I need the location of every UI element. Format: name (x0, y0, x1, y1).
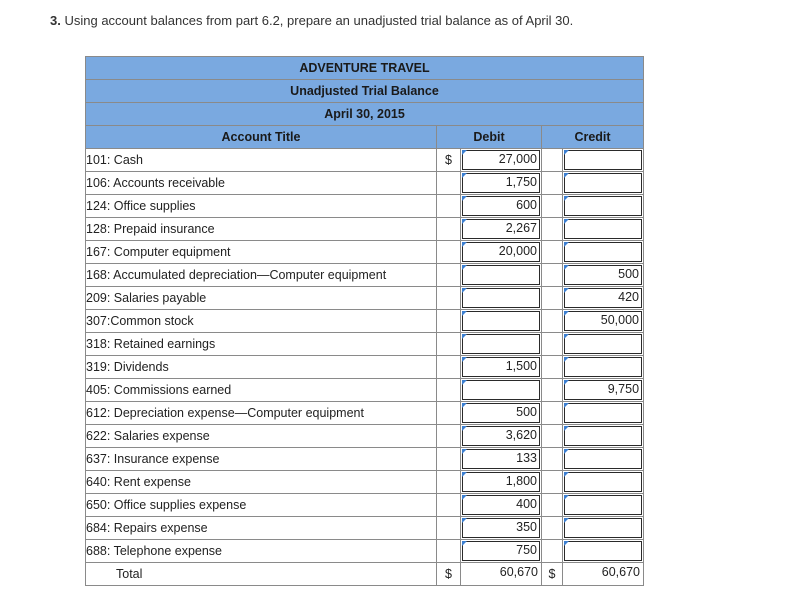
credit-input-cell[interactable] (563, 448, 644, 471)
debit-input[interactable]: 3,620 (462, 426, 540, 446)
debit-input[interactable]: 1,800 (462, 472, 540, 492)
answer-marker-icon (462, 311, 467, 316)
credit-dollar-sign (542, 471, 563, 494)
answer-marker-icon (462, 495, 467, 500)
debit-dollar-sign (437, 310, 461, 333)
credit-dollar-sign (542, 310, 563, 333)
credit-input[interactable] (564, 334, 642, 354)
question-text (50, 13, 573, 28)
answer-marker-icon (564, 265, 569, 270)
answer-marker-icon (462, 219, 467, 224)
credit-dollar-sign (542, 425, 563, 448)
debit-input[interactable] (462, 334, 540, 354)
answer-marker-icon (462, 357, 467, 362)
debit-dollar-sign (437, 195, 461, 218)
credit-input[interactable] (564, 403, 642, 423)
credit-input-cell[interactable] (563, 241, 644, 264)
debit-input-cell[interactable] (461, 494, 542, 517)
credit-dollar-sign (542, 333, 563, 356)
debit-input-cell[interactable] (461, 172, 542, 195)
debit-input[interactable]: 400 (462, 495, 540, 515)
table-row (86, 402, 644, 425)
table-row (86, 310, 644, 333)
answer-marker-icon (564, 219, 569, 224)
debit-input-cell[interactable] (461, 310, 542, 333)
credit-input[interactable] (564, 518, 642, 538)
table-row (86, 241, 644, 264)
answer-marker-icon (462, 380, 467, 385)
table-row (86, 264, 644, 287)
account-title: 318: Retained earnings (86, 333, 437, 356)
account-title: 612: Depreciation expense—Computer equipment (86, 402, 437, 425)
debit-dollar-sign (437, 241, 461, 264)
table-row (86, 287, 644, 310)
credit-dollar-sign (542, 356, 563, 379)
answer-marker-icon (564, 311, 569, 316)
credit-dollar-sign (542, 264, 563, 287)
debit-input-cell[interactable] (461, 287, 542, 310)
debit-input-cell[interactable] (461, 517, 542, 540)
debit-dollar-sign (437, 448, 461, 471)
debit-input-cell[interactable] (461, 402, 542, 425)
credit-input[interactable] (564, 449, 642, 469)
answer-marker-icon (564, 196, 569, 201)
table-row (86, 356, 644, 379)
debit-input-cell[interactable] (461, 149, 542, 172)
total-label: Total (86, 563, 437, 586)
debit-input-cell[interactable] (461, 448, 542, 471)
debit-input[interactable] (462, 265, 540, 285)
credit-dollar-sign (542, 172, 563, 195)
table-row (86, 425, 644, 448)
table-row (86, 517, 644, 540)
debit-input[interactable]: 1,500 (462, 357, 540, 377)
credit-input-cell[interactable] (563, 218, 644, 241)
table-row (86, 218, 644, 241)
answer-marker-icon (462, 196, 467, 201)
answer-marker-icon (462, 334, 467, 339)
account-title: 128: Prepaid insurance (86, 218, 437, 241)
debit-input-cell[interactable] (461, 425, 542, 448)
credit-dollar-sign (542, 402, 563, 425)
answer-marker-icon (564, 242, 569, 247)
credit-header: Credit (542, 126, 644, 149)
table-row (86, 379, 644, 402)
credit-input[interactable]: 9,750 (564, 380, 642, 400)
account-title: 124: Office supplies (86, 195, 437, 218)
debit-dollar-sign (437, 425, 461, 448)
debit-input-cell[interactable] (461, 379, 542, 402)
account-title: 622: Salaries expense (86, 425, 437, 448)
statement-title: Unadjusted Trial Balance (86, 80, 644, 103)
table-row (86, 471, 644, 494)
answer-marker-icon (462, 265, 467, 270)
credit-input[interactable] (564, 150, 642, 170)
answer-marker-icon (462, 173, 467, 178)
debit-dollar-sign (437, 218, 461, 241)
answer-marker-icon (564, 357, 569, 362)
account-title: 684: Repairs expense (86, 517, 437, 540)
debit-header: Debit (437, 126, 542, 149)
debit-input[interactable]: 750 (462, 541, 540, 561)
total-row (86, 563, 644, 586)
debit-input[interactable]: 600 (462, 196, 540, 216)
credit-input-cell[interactable] (563, 517, 644, 540)
account-title: 101: Cash (86, 149, 437, 172)
credit-input-cell[interactable] (563, 195, 644, 218)
account-title: 168: Accumulated depreciation—Computer equipment (86, 264, 437, 287)
debit-input[interactable] (462, 380, 540, 400)
credit-input-cell[interactable] (563, 540, 644, 563)
debit-input[interactable]: 133 (462, 449, 540, 469)
account-title: 167: Computer equipment (86, 241, 437, 264)
credit-input-cell[interactable] (563, 149, 644, 172)
debit-input-cell[interactable] (461, 333, 542, 356)
total-debit-dollar: $ (437, 563, 461, 586)
debit-dollar-sign: $ (437, 149, 461, 172)
account-title: 688: Telephone expense (86, 540, 437, 563)
account-title: 106: Accounts receivable (86, 172, 437, 195)
question-number: 3. (50, 13, 61, 28)
credit-dollar-sign (542, 241, 563, 264)
debit-input-cell[interactable] (461, 356, 542, 379)
question-body: Using account balances from part 6.2, prepare an unadjusted trial balance as of April 30. (64, 13, 574, 28)
answer-marker-icon (564, 334, 569, 339)
credit-input[interactable] (564, 196, 642, 216)
debit-input[interactable]: 1,750 (462, 173, 540, 193)
debit-input[interactable]: 500 (462, 403, 540, 423)
debit-input[interactable] (462, 288, 540, 308)
answer-marker-icon (462, 449, 467, 454)
account-title: 405: Commissions earned (86, 379, 437, 402)
debit-dollar-sign (437, 517, 461, 540)
credit-input-cell[interactable] (563, 287, 644, 310)
credit-input[interactable] (564, 357, 642, 377)
account-title: 650: Office supplies expense (86, 494, 437, 517)
credit-input[interactable] (564, 472, 642, 492)
answer-marker-icon (564, 449, 569, 454)
credit-dollar-sign (542, 218, 563, 241)
answer-marker-icon (564, 541, 569, 546)
debit-dollar-sign (437, 172, 461, 195)
answer-marker-icon (462, 426, 467, 431)
answer-marker-icon (564, 150, 569, 155)
credit-input-cell[interactable] (563, 333, 644, 356)
credit-input[interactable]: 50,000 (564, 311, 642, 331)
credit-input-cell[interactable] (563, 402, 644, 425)
total-debit-cell (461, 563, 542, 586)
total-credit-value: 60,670 (601, 565, 641, 579)
debit-dollar-sign (437, 264, 461, 287)
credit-input[interactable] (564, 242, 642, 262)
debit-dollar-sign (437, 287, 461, 310)
answer-marker-icon (462, 242, 467, 247)
answer-marker-icon (564, 495, 569, 500)
credit-input-cell[interactable] (563, 172, 644, 195)
debit-dollar-sign (437, 494, 461, 517)
debit-dollar-sign (437, 540, 461, 563)
credit-input[interactable] (564, 173, 642, 193)
debit-input[interactable]: 350 (462, 518, 540, 538)
credit-input-cell[interactable] (563, 494, 644, 517)
debit-input[interactable]: 20,000 (462, 242, 540, 262)
answer-marker-icon (564, 173, 569, 178)
debit-input[interactable]: 2,267 (462, 219, 540, 239)
credit-dollar-sign (542, 379, 563, 402)
debit-dollar-sign (437, 379, 461, 402)
table-row (86, 448, 644, 471)
table-row (86, 333, 644, 356)
table-row (86, 540, 644, 563)
debit-dollar-sign (437, 471, 461, 494)
credit-input[interactable] (564, 495, 642, 515)
account-title: 209: Salaries payable (86, 287, 437, 310)
debit-input[interactable]: 27,000 (462, 150, 540, 170)
debit-input-cell[interactable] (461, 471, 542, 494)
answer-marker-icon (564, 518, 569, 523)
answer-marker-icon (462, 288, 467, 293)
credit-dollar-sign (542, 149, 563, 172)
debit-input-cell[interactable] (461, 264, 542, 287)
credit-input[interactable] (564, 219, 642, 239)
total-credit-cell (563, 563, 644, 586)
debit-dollar-sign (437, 356, 461, 379)
credit-input[interactable] (564, 541, 642, 561)
debit-input-cell[interactable] (461, 218, 542, 241)
account-title: 307:Common stock (86, 310, 437, 333)
debit-input[interactable] (462, 311, 540, 331)
credit-input[interactable]: 500 (564, 265, 642, 285)
credit-dollar-sign (542, 195, 563, 218)
credit-input-cell[interactable] (563, 356, 644, 379)
company-name: ADVENTURE TRAVEL (86, 57, 644, 80)
debit-dollar-sign (437, 333, 461, 356)
table-row (86, 195, 644, 218)
credit-input-cell[interactable] (563, 425, 644, 448)
credit-input[interactable]: 420 (564, 288, 642, 308)
credit-input-cell[interactable] (563, 471, 644, 494)
debit-input-cell[interactable] (461, 540, 542, 563)
table-row (86, 494, 644, 517)
debit-input-cell[interactable] (461, 241, 542, 264)
credit-input-cell[interactable] (563, 310, 644, 333)
account-title: 319: Dividends (86, 356, 437, 379)
total-debit-value: 60,670 (499, 565, 538, 579)
table-row (86, 149, 644, 172)
answer-marker-icon (462, 150, 467, 155)
account-title-header: Account Title (86, 126, 437, 149)
table-row (86, 172, 644, 195)
statement-date: April 30, 2015 (86, 103, 644, 126)
trial-balance-table (85, 56, 644, 586)
credit-input-cell[interactable] (563, 379, 644, 402)
credit-input[interactable] (564, 426, 642, 446)
answer-marker-icon (564, 403, 569, 408)
total-credit-dollar: $ (542, 563, 563, 586)
credit-dollar-sign (542, 517, 563, 540)
debit-input-cell[interactable] (461, 195, 542, 218)
credit-dollar-sign (542, 540, 563, 563)
answer-marker-icon (462, 403, 467, 408)
account-title: 637: Insurance expense (86, 448, 437, 471)
credit-dollar-sign (542, 287, 563, 310)
debit-dollar-sign (437, 402, 461, 425)
answer-marker-icon (564, 288, 569, 293)
answer-marker-icon (462, 472, 467, 477)
account-title: 640: Rent expense (86, 471, 437, 494)
answer-marker-icon (564, 472, 569, 477)
answer-marker-icon (564, 426, 569, 431)
answer-marker-icon (564, 380, 569, 385)
credit-dollar-sign (542, 494, 563, 517)
credit-dollar-sign (542, 448, 563, 471)
credit-input-cell[interactable] (563, 264, 644, 287)
answer-marker-icon (462, 541, 467, 546)
answer-marker-icon (462, 518, 467, 523)
